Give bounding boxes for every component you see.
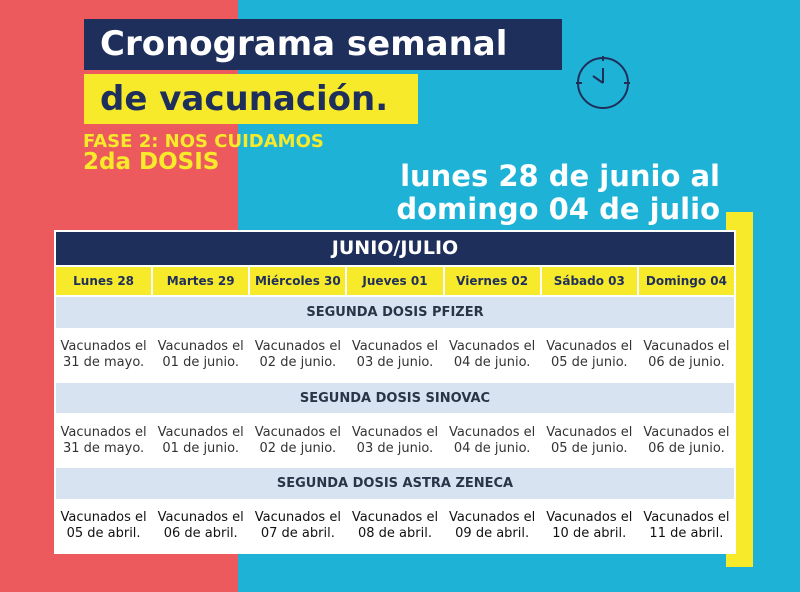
day-header: Domingo 04 [638,266,735,297]
section-title-pfizer: SEGUNDA DOSIS PFIZER [55,296,735,329]
date-range-line-2: domingo 04 de julio [396,192,720,226]
dose-label: 2da DOSIS [83,149,220,175]
table-cell: Vacunados el 04 de junio. [444,329,541,382]
table-cell: Vacunados el 01 de junio. [152,414,249,467]
day-header: Viernes 02 [444,266,541,297]
day-header: Miércoles 30 [249,266,346,297]
table-cell: Vacunados el 11 de abril. [638,500,735,553]
table-cell: Vacunados el 04 de junio. [444,414,541,467]
table-cell: Vacunados el 06 de junio. [638,329,735,382]
table-cell: Vacunados el 01 de junio. [152,329,249,382]
phase-label: FASE 2: NOS CUIDAMOS [83,131,324,152]
section-title-sinovac: SEGUNDA DOSIS SINOVAC [55,382,735,415]
clock-icon [574,54,632,112]
title-line-1: Cronograma semanal [84,19,562,70]
table-cell: Vacunados el 02 de junio. [249,329,346,382]
table-header: JUNIO/JULIO [55,231,735,266]
table-cell: Vacunados el 31 de mayo. [55,414,152,467]
table-cell: Vacunados el 07 de abril. [249,500,346,553]
day-header: Martes 29 [152,266,249,297]
day-header: Jueves 01 [346,266,443,297]
title-line-2: de vacunación. [84,74,418,124]
table-cell: Vacunados el 05 de junio. [541,329,638,382]
section-title-astrazeneca: SEGUNDA DOSIS ASTRA ZENECA [55,467,735,500]
table-cell: Vacunados el 03 de junio. [346,329,443,382]
table-cell: Vacunados el 02 de junio. [249,414,346,467]
table-cell: Vacunados el 03 de junio. [346,414,443,467]
table-cell: Vacunados el 05 de abril. [55,500,152,553]
schedule-table [54,230,736,554]
table-cell: Vacunados el 09 de abril. [444,500,541,553]
table-cell: Vacunados el 06 de abril. [152,500,249,553]
table-cell: Vacunados el 10 de abril. [541,500,638,553]
date-range-line-1: lunes 28 de junio al [400,159,720,193]
table-cell: Vacunados el 08 de abril. [346,500,443,553]
day-header: Sábado 03 [541,266,638,297]
table-cell: Vacunados el 31 de mayo. [55,329,152,382]
table-cell: Vacunados el 05 de junio. [541,414,638,467]
day-header: Lunes 28 [55,266,152,297]
table-cell: Vacunados el 06 de junio. [638,414,735,467]
